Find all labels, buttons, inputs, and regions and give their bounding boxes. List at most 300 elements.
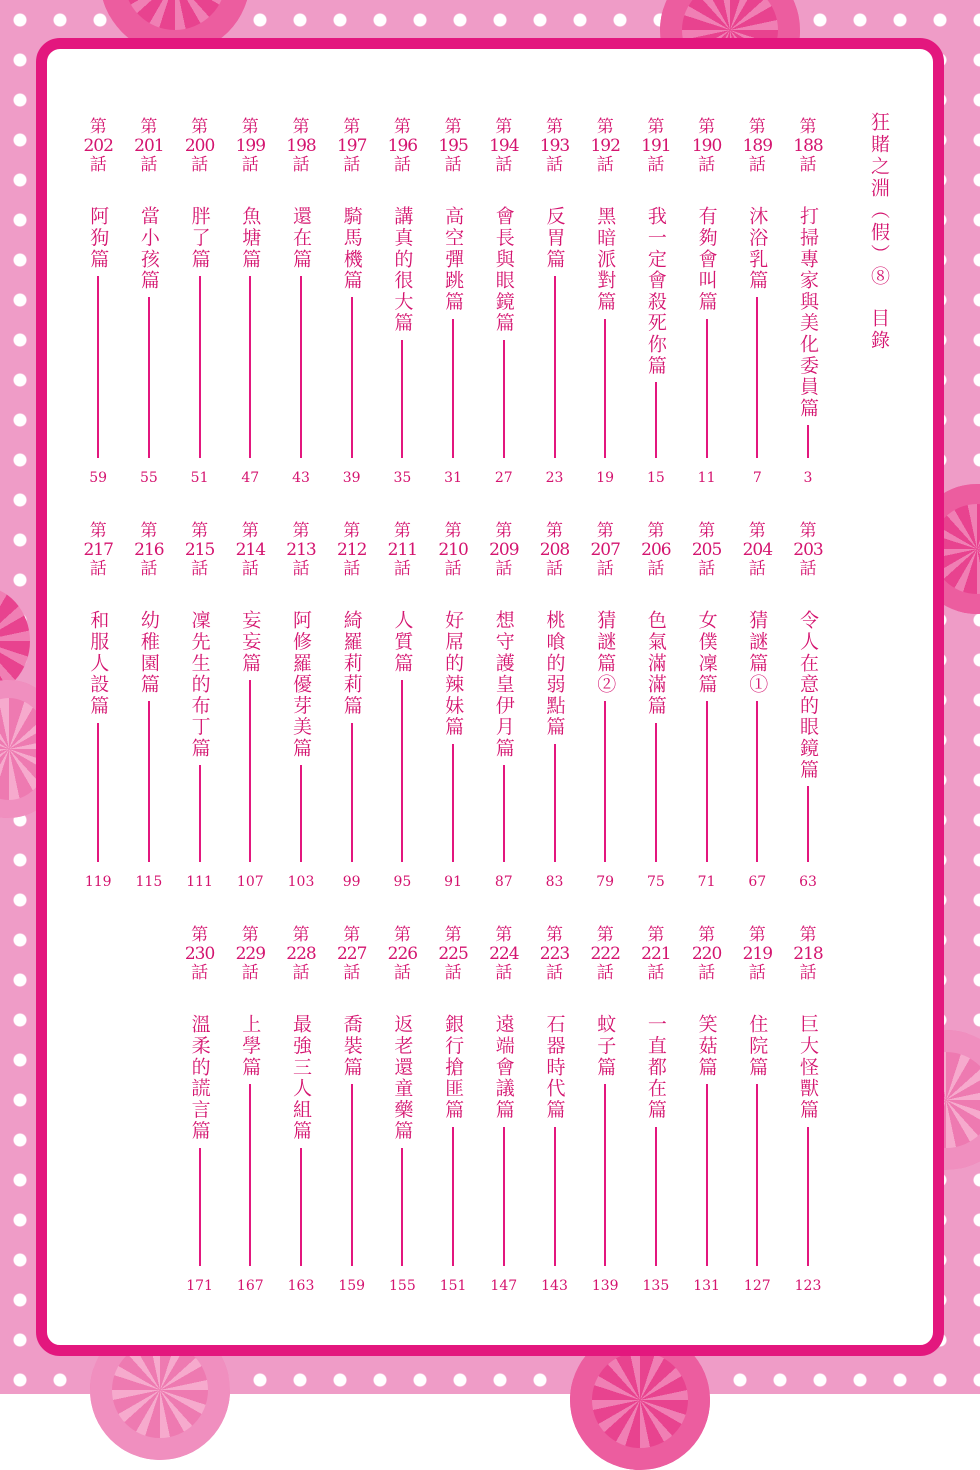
page-number: 103 — [287, 874, 315, 890]
episode-prefix: 第 — [343, 117, 361, 137]
leader-line — [97, 276, 99, 458]
episode-prefix: 第 — [495, 925, 513, 945]
leader-line — [249, 1084, 251, 1266]
episode-number — [585, 118, 625, 175]
episode-number — [78, 522, 118, 579]
episode-suffix: 話 — [495, 963, 513, 983]
episode-suffix: 話 — [748, 155, 766, 175]
toc-entry — [433, 118, 473, 488]
episode-prefix: 第 — [495, 117, 513, 137]
episode-prefix: 第 — [495, 521, 513, 541]
leader-line — [300, 765, 302, 862]
toc-entry — [484, 926, 524, 1296]
episode-prefix: 第 — [799, 521, 817, 541]
episode-suffix: 話 — [596, 559, 614, 579]
episode-number: 194 — [489, 136, 519, 156]
book-title — [862, 112, 896, 352]
toc-entry — [636, 926, 676, 1296]
leader-line — [401, 680, 403, 862]
episode-suffix: 話 — [698, 155, 716, 175]
episode-number: 188 — [793, 136, 823, 156]
chapter-title: 有夠會叫篇 — [695, 206, 718, 313]
episode-number — [788, 926, 828, 983]
episode-number — [636, 926, 676, 983]
chapter-title: 一直都在篇 — [644, 1014, 667, 1121]
toc-entry — [484, 118, 524, 488]
episode-number: 210 — [438, 540, 468, 560]
episode-number — [737, 118, 777, 175]
episode-suffix: 話 — [698, 559, 716, 579]
page-number: 11 — [697, 470, 716, 486]
page-number: 3 — [803, 470, 813, 486]
episode-prefix: 第 — [241, 117, 259, 137]
chapter-title: 猜謎篇② — [594, 610, 617, 696]
episode-suffix: 話 — [546, 963, 563, 983]
chapter-title: 講真的很大篇 — [391, 206, 414, 334]
episode-number: 222 — [590, 944, 620, 964]
toc-entry — [737, 926, 777, 1296]
chapter-title: 桃喰的弱點篇 — [543, 610, 566, 738]
episode-number — [687, 522, 727, 579]
episode-prefix: 第 — [748, 925, 766, 945]
page-number: 71 — [697, 874, 716, 890]
episode-prefix: 第 — [191, 925, 209, 945]
episode-prefix: 第 — [241, 521, 259, 541]
toc-entry — [535, 926, 575, 1296]
episode-number — [433, 926, 473, 983]
episode-suffix: 話 — [444, 559, 462, 579]
toc-entry — [382, 926, 422, 1296]
page-number: 163 — [287, 1278, 315, 1294]
episode-prefix: 第 — [647, 521, 665, 541]
episode-prefix: 第 — [191, 117, 209, 137]
page-number: 59 — [89, 470, 108, 486]
episode-suffix: 話 — [546, 155, 563, 175]
page-number: 123 — [794, 1278, 822, 1294]
episode-number: 216 — [134, 540, 164, 560]
episode-number — [78, 118, 118, 175]
leader-line — [300, 1148, 302, 1266]
toc-entry — [585, 522, 625, 892]
page-number: 139 — [591, 1278, 619, 1294]
episode-number — [382, 522, 422, 579]
toc-entry — [180, 926, 220, 1296]
leader-line — [807, 1127, 809, 1266]
episode-number — [636, 522, 676, 579]
episode-number: 220 — [691, 944, 722, 964]
toc-entry — [433, 926, 473, 1296]
episode-number: 203 — [793, 540, 823, 560]
episode-prefix: 第 — [698, 925, 716, 945]
episode-number — [687, 926, 727, 983]
episode-number: 225 — [438, 944, 468, 964]
leader-line — [604, 701, 606, 862]
leader-line — [604, 319, 606, 458]
episode-number: 208 — [539, 540, 570, 560]
chapter-title: 好屌的辣妹篇 — [442, 610, 465, 738]
episode-number — [180, 522, 220, 579]
chapter-title: 遠端會議篇 — [492, 1014, 515, 1121]
chapter-title: 溫柔的謊言篇 — [188, 1014, 211, 1142]
episode-suffix: 話 — [89, 559, 107, 579]
toc-entry — [535, 118, 575, 488]
episode-number: 215 — [184, 540, 215, 560]
episode-number: 230 — [184, 944, 215, 964]
leader-line — [452, 744, 454, 862]
chapter-title: 胖了篇 — [188, 206, 211, 270]
chapter-title: 銀行搶匪篇 — [442, 1014, 465, 1121]
episode-suffix: 話 — [140, 559, 158, 579]
chapter-title: 騎馬機篇 — [340, 206, 363, 292]
episode-number — [129, 118, 169, 175]
toc-entry — [433, 522, 473, 892]
leader-line — [249, 276, 251, 458]
toc-entry — [281, 118, 321, 488]
episode-prefix: 第 — [89, 117, 107, 137]
episode-number: 189 — [742, 136, 773, 156]
chapter-title: 返老還童藥篇 — [391, 1014, 414, 1142]
episode-number: 202 — [83, 136, 113, 156]
leader-line — [249, 680, 251, 862]
chapter-title: 當小孩篇 — [137, 206, 160, 292]
episode-suffix: 話 — [241, 559, 259, 579]
page-number: 119 — [84, 874, 112, 890]
leader-line — [604, 1084, 606, 1266]
chapter-title: 住院篇 — [746, 1014, 769, 1078]
page-number: 43 — [292, 470, 310, 486]
episode-prefix: 第 — [292, 521, 310, 541]
episode-number: 200 — [184, 136, 215, 156]
episode-number — [636, 118, 676, 175]
leader-line — [554, 276, 556, 458]
page-number: 95 — [393, 874, 412, 890]
episode-prefix: 第 — [393, 925, 411, 945]
episode-number: 218 — [793, 944, 823, 964]
episode-prefix: 第 — [698, 117, 716, 137]
leader-line — [807, 425, 809, 458]
episode-number — [230, 926, 270, 983]
episode-suffix: 話 — [596, 155, 614, 175]
leader-line — [97, 723, 99, 862]
toc-entry — [585, 118, 625, 488]
page-number: 7 — [752, 470, 762, 486]
episode-number: 226 — [387, 944, 418, 964]
episode-number — [737, 522, 777, 579]
page-number: 39 — [342, 470, 361, 486]
episode-number: 206 — [641, 540, 671, 560]
episode-number — [382, 118, 422, 175]
leader-line — [655, 723, 657, 862]
episode-number — [433, 118, 473, 175]
page-number: 35 — [393, 470, 412, 486]
leader-line — [706, 701, 708, 862]
toc-entry — [484, 522, 524, 892]
page-number: 19 — [596, 470, 615, 486]
episode-suffix: 話 — [343, 963, 361, 983]
chapter-title: 和服人設篇 — [87, 610, 110, 717]
episode-prefix: 第 — [343, 521, 361, 541]
episode-suffix: 話 — [343, 559, 361, 579]
episode-suffix: 話 — [647, 155, 665, 175]
episode-suffix: 話 — [191, 963, 209, 983]
episode-prefix: 第 — [393, 521, 411, 541]
episode-number: 197 — [336, 136, 367, 156]
leader-line — [199, 276, 201, 458]
chapter-title: 會長與眼鏡篇 — [492, 206, 515, 334]
episode-suffix: 話 — [748, 963, 766, 983]
chapter-title: 笑菇篇 — [695, 1014, 718, 1078]
page-number: 31 — [444, 470, 462, 486]
episode-number — [129, 522, 169, 579]
episode-number — [788, 522, 828, 579]
page-number: 83 — [545, 874, 564, 890]
episode-number: 190 — [691, 136, 722, 156]
episode-number: 219 — [742, 944, 773, 964]
leader-line — [756, 701, 758, 862]
episode-number — [230, 522, 270, 579]
chapter-title: 還在篇 — [290, 206, 312, 270]
leader-line — [554, 744, 556, 862]
episode-number: 214 — [235, 540, 266, 560]
episode-suffix: 話 — [292, 963, 310, 983]
toc-entry — [180, 522, 220, 892]
chapter-title: 幼稚園篇 — [137, 610, 160, 696]
leader-line — [655, 1127, 657, 1266]
toc-entry — [332, 118, 372, 488]
episode-suffix: 話 — [444, 155, 462, 175]
episode-number — [332, 522, 372, 579]
leader-line — [300, 276, 302, 458]
leader-line — [807, 786, 809, 862]
page-number: 99 — [342, 874, 361, 890]
episode-number — [332, 118, 372, 175]
episode-number: 227 — [336, 944, 367, 964]
chapter-title: 人質篇 — [391, 610, 414, 674]
chapter-title: 阿狗篇 — [87, 206, 110, 270]
episode-number: 198 — [286, 136, 316, 156]
episode-suffix: 話 — [799, 155, 817, 175]
page-number: 79 — [596, 874, 615, 890]
episode-prefix: 第 — [140, 521, 158, 541]
episode-number — [281, 118, 321, 175]
toc-entry — [535, 522, 575, 892]
leader-line — [706, 319, 708, 458]
page-number: 23 — [545, 470, 564, 486]
toc-entry — [78, 522, 118, 892]
episode-prefix: 第 — [393, 117, 411, 137]
episode-number: 201 — [134, 136, 164, 156]
episode-number: 229 — [235, 944, 266, 964]
chapter-title: 我一定會殺死你篇 — [644, 206, 667, 377]
page-number: 159 — [338, 1278, 366, 1294]
episode-number: 195 — [438, 136, 468, 156]
episode-number: 221 — [641, 944, 671, 964]
toc-entry — [382, 522, 422, 892]
toc-entry — [230, 522, 270, 892]
episode-number — [535, 522, 575, 579]
chapter-title: 想守護皇伊月篇 — [492, 610, 515, 760]
chapter-title: 令人在意的眼鏡篇 — [797, 610, 819, 781]
chapter-title: 猜謎篇① — [746, 610, 769, 696]
page-number: 91 — [444, 874, 462, 890]
episode-suffix: 話 — [292, 155, 310, 175]
page-number: 131 — [693, 1278, 720, 1294]
episode-prefix: 第 — [546, 521, 563, 541]
chapter-title: 喬裝篇 — [340, 1014, 363, 1078]
episode-number: 213 — [286, 540, 316, 560]
episode-suffix: 話 — [748, 559, 766, 579]
toc-entry — [382, 118, 422, 488]
episode-prefix: 第 — [89, 521, 107, 541]
page-number: 115 — [135, 874, 163, 890]
episode-prefix: 第 — [292, 117, 310, 137]
page-number: 167 — [236, 1278, 264, 1294]
toc-entry — [230, 926, 270, 1296]
toc-entry — [332, 522, 372, 892]
page-number: 151 — [439, 1278, 467, 1294]
chapter-title: 巨大怪獸篇 — [797, 1014, 819, 1121]
episode-prefix: 第 — [596, 117, 614, 137]
leader-line — [148, 297, 150, 458]
leader-line — [756, 297, 758, 458]
episode-number: 191 — [641, 136, 671, 156]
leader-line — [401, 1148, 403, 1266]
chapter-title: 沐浴乳篇 — [746, 206, 769, 292]
episode-number: 193 — [539, 136, 570, 156]
episode-suffix: 話 — [241, 963, 259, 983]
chapter-title: 阿修羅優芽美篇 — [290, 610, 312, 760]
episode-suffix: 話 — [393, 155, 411, 175]
episode-number: 224 — [489, 944, 519, 964]
page-number: 27 — [494, 470, 513, 486]
toc-entry — [636, 522, 676, 892]
episode-number — [180, 118, 220, 175]
episode-suffix: 話 — [191, 559, 209, 579]
episode-suffix: 話 — [799, 963, 817, 983]
episode-number: 199 — [235, 136, 266, 156]
toc-entry — [788, 118, 828, 488]
episode-prefix: 第 — [647, 925, 665, 945]
episode-prefix: 第 — [140, 117, 158, 137]
page-number: 135 — [642, 1278, 670, 1294]
page-number: 147 — [490, 1278, 518, 1294]
leader-line — [503, 1127, 505, 1266]
episode-number: 205 — [691, 540, 722, 560]
episode-number: 211 — [387, 540, 418, 560]
episode-number — [332, 926, 372, 983]
episode-suffix: 話 — [495, 155, 513, 175]
episode-suffix: 話 — [343, 155, 361, 175]
episode-number — [433, 522, 473, 579]
episode-number: 212 — [336, 540, 367, 560]
page-number: 51 — [190, 470, 209, 486]
page-number: 75 — [646, 874, 665, 890]
episode-suffix: 話 — [241, 155, 259, 175]
leader-line — [503, 765, 505, 862]
leader-line — [655, 382, 657, 458]
episode-number: 204 — [742, 540, 773, 560]
toc-entry — [129, 118, 169, 488]
episode-suffix: 話 — [546, 559, 563, 579]
episode-suffix: 話 — [495, 559, 513, 579]
episode-number: 223 — [539, 944, 570, 964]
leader-line — [401, 340, 403, 458]
episode-number — [484, 118, 524, 175]
episode-number — [230, 118, 270, 175]
episode-number: 196 — [387, 136, 418, 156]
episode-number: 192 — [590, 136, 620, 156]
episode-number — [484, 522, 524, 579]
chapter-title: 最強三人組篇 — [290, 1014, 312, 1142]
episode-prefix: 第 — [596, 521, 614, 541]
toc-entry — [78, 118, 118, 488]
episode-prefix: 第 — [292, 925, 310, 945]
leader-line — [351, 297, 353, 458]
episode-prefix: 第 — [748, 521, 766, 541]
episode-prefix: 第 — [698, 521, 716, 541]
episode-suffix: 話 — [89, 155, 107, 175]
chapter-title: 上學篇 — [239, 1014, 262, 1078]
toc-entry — [636, 118, 676, 488]
leader-line — [503, 340, 505, 458]
episode-prefix: 第 — [343, 925, 361, 945]
page-number: 15 — [646, 470, 665, 486]
toc-entry — [788, 522, 828, 892]
episode-suffix: 話 — [647, 559, 665, 579]
leader-line — [199, 1148, 201, 1266]
episode-number — [585, 926, 625, 983]
episode-number — [687, 118, 727, 175]
chapter-title: 女僕凜篇 — [695, 610, 718, 696]
episode-number: 207 — [590, 540, 620, 560]
toc-entry — [281, 522, 321, 892]
toc-entry — [687, 522, 727, 892]
leader-line — [351, 1084, 353, 1266]
toc-entry — [788, 926, 828, 1296]
chapter-title: 石器時代篇 — [543, 1014, 566, 1121]
toc-entry — [737, 118, 777, 488]
episode-number — [281, 926, 321, 983]
episode-prefix: 第 — [647, 117, 665, 137]
episode-number — [535, 118, 575, 175]
episode-prefix: 第 — [596, 925, 614, 945]
episode-number — [535, 926, 575, 983]
episode-number: 209 — [489, 540, 519, 560]
episode-prefix: 第 — [799, 117, 817, 137]
leader-line — [452, 1127, 454, 1266]
episode-suffix: 話 — [596, 963, 614, 983]
episode-suffix: 話 — [140, 155, 158, 175]
toc-entry — [129, 522, 169, 892]
episode-suffix: 話 — [444, 963, 462, 983]
episode-suffix: 話 — [698, 963, 716, 983]
episode-prefix: 第 — [546, 925, 563, 945]
toc-entry — [687, 118, 727, 488]
page-number: 143 — [541, 1278, 568, 1294]
page-number: 111 — [186, 874, 213, 890]
page-number: 63 — [799, 874, 817, 890]
chapter-title: 打掃專家與美化委員篇 — [797, 206, 819, 419]
toc-entry — [332, 926, 372, 1296]
chapter-title: 色氣滿滿篇 — [644, 610, 667, 717]
episode-suffix: 話 — [292, 559, 310, 579]
leader-line — [199, 765, 201, 862]
page-number: 87 — [494, 874, 513, 890]
episode-prefix: 第 — [748, 117, 766, 137]
chapter-title: 魚塘篇 — [239, 206, 262, 270]
episode-number — [737, 926, 777, 983]
chapter-title: 高空彈跳篇 — [442, 206, 465, 313]
